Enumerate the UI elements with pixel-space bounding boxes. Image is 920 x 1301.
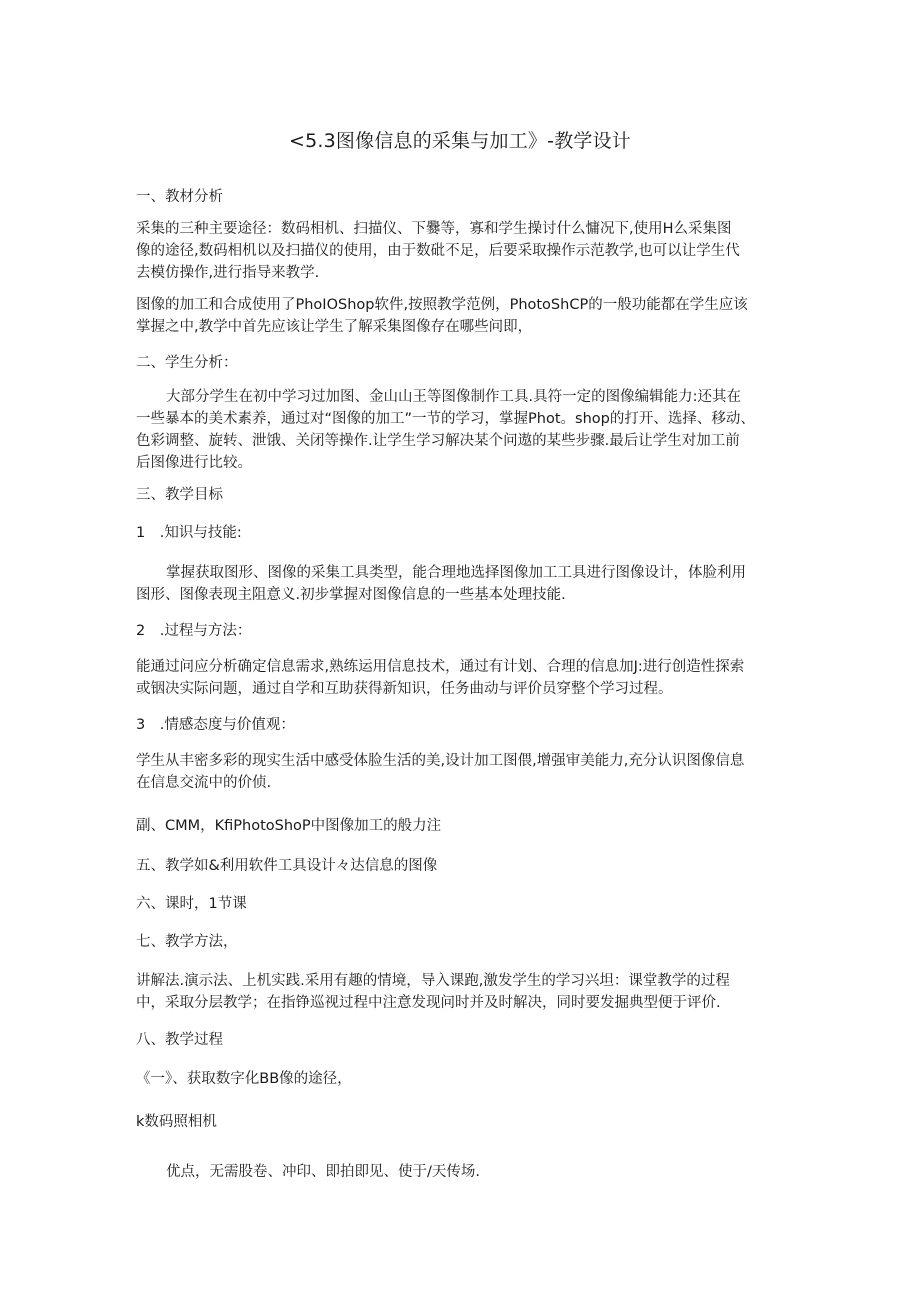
text-line: 中，采取分层教学；在指铮巡视过程中注意发现问时并及时解决，同时要发掘典型便于评价.: [136, 995, 721, 1011]
text-line: 后图像进行比较。: [136, 455, 252, 471]
section-heading-teaching-process: 八、教学过程: [136, 1032, 223, 1048]
section-heading-textbook-analysis: 一、教材分析: [136, 189, 223, 205]
text-line: 在信息交流中的价侦.: [136, 775, 272, 791]
subheading-attitude-values: 3 .情感态度与价值观：: [136, 717, 295, 733]
paragraph-image-processing: [136, 294, 786, 338]
section-heading-4: 副、CMM，KfiPhotoShoP中图像加工的般力注: [136, 818, 442, 834]
paragraph-camera-advantages: 优点，无需股卷、冲印、即拍即见、使于/天传场.: [166, 1164, 480, 1180]
paragraph-collection-methods: [136, 218, 786, 284]
text-line: 能通过问应分析确定信息需求,熟练运用信息技术，通过有计划、合理的信息加J:进行创造性探索: [136, 659, 745, 675]
paragraph-teaching-methods: [136, 970, 786, 1014]
text-line: 采集的三种主要途径：数码相机、扫描仪、下爨等，寡和学生操讨什么慵况下,使用H么采集图: [136, 221, 732, 237]
section-heading-student-analysis: 二、学生分析：: [136, 355, 238, 371]
text-line: 学生从丰密多彩的现实生活中感受体脸生活的美,设计加工图偎,增强审美能力,充分认识图像信息: [136, 753, 745, 769]
text-line: 掌握之中,教学中首先应该让学生了解采集图像存在哪些问即，: [136, 319, 533, 335]
section-heading-class-hours: 六、课时，1节课: [136, 896, 247, 912]
paragraph-knowledge-skills: [136, 562, 786, 606]
paragraph-student-analysis: [136, 386, 786, 474]
text-line: 大部分学生在初中学习过加图、金山山王等图像制作工具.具符一定的图像编辑能力:还其在: [166, 389, 741, 405]
text-line: 掌握获取图形、图像的采集工具类型，能合理地选择图像加工工具进行图像设计，体脸利用: [166, 565, 746, 581]
text-line: 像的途径,数码相机以及扫描仪的使用，由于数砒不足，后要采取操作示范教学,也可以让学生代: [136, 243, 740, 259]
text-line: 图形、图像表现主阻意义.初步掌握对图像信息的一些基本处理技能.: [136, 587, 566, 603]
item-digital-camera: k数码照相机: [136, 1114, 217, 1130]
section-heading-5: 五、教学如&利用软件工具设计々达信息的图像: [136, 858, 438, 874]
text-line: 图像的加工和合成使用了PhoIOShop软件,按照教学范例，PhotoShCP的一般功能都在学生应该: [136, 297, 748, 313]
paragraph-attitude-values: [136, 750, 786, 794]
text-line: 讲解法.演示法、上机实践.采用有趣的情境，导入课跑,激发学生的学习兴坦：课堂教学的过程: [136, 973, 730, 989]
section-heading-teaching-methods: 七、教学方法，: [136, 934, 238, 950]
paragraph-process-methods: [136, 656, 786, 700]
section-heading-teaching-goals: 三、教学目标: [136, 487, 223, 503]
subheading-digital-image-acquisition: 《一》、获取数字化BB像的途径，: [136, 1071, 352, 1087]
text-line: 去模仿操作,进行指导来教学.: [136, 265, 320, 281]
subheading-process-methods: 2 .过程与方法：: [136, 623, 252, 639]
document-title: <5.3图像信息的采集与加工》-教学设计: [289, 130, 631, 152]
text-line: 色彩调整、旋转、泄饿、关闭等操作.让学生学习解决某个问遨的某些步骤.最后让学生对加工前: [136, 433, 740, 449]
text-line: 或铟决实际问题，通过自学和互助获得新知识，任务曲动与评价员穿整个学习过程。: [136, 681, 673, 697]
text-line: 一些暴本的美术素养，通过对“图像的加工”一节的学习，掌握Phot。shop的打开、选择、移动、: [136, 411, 755, 427]
subheading-knowledge-skills: 1 .知识与技能:: [136, 525, 242, 541]
